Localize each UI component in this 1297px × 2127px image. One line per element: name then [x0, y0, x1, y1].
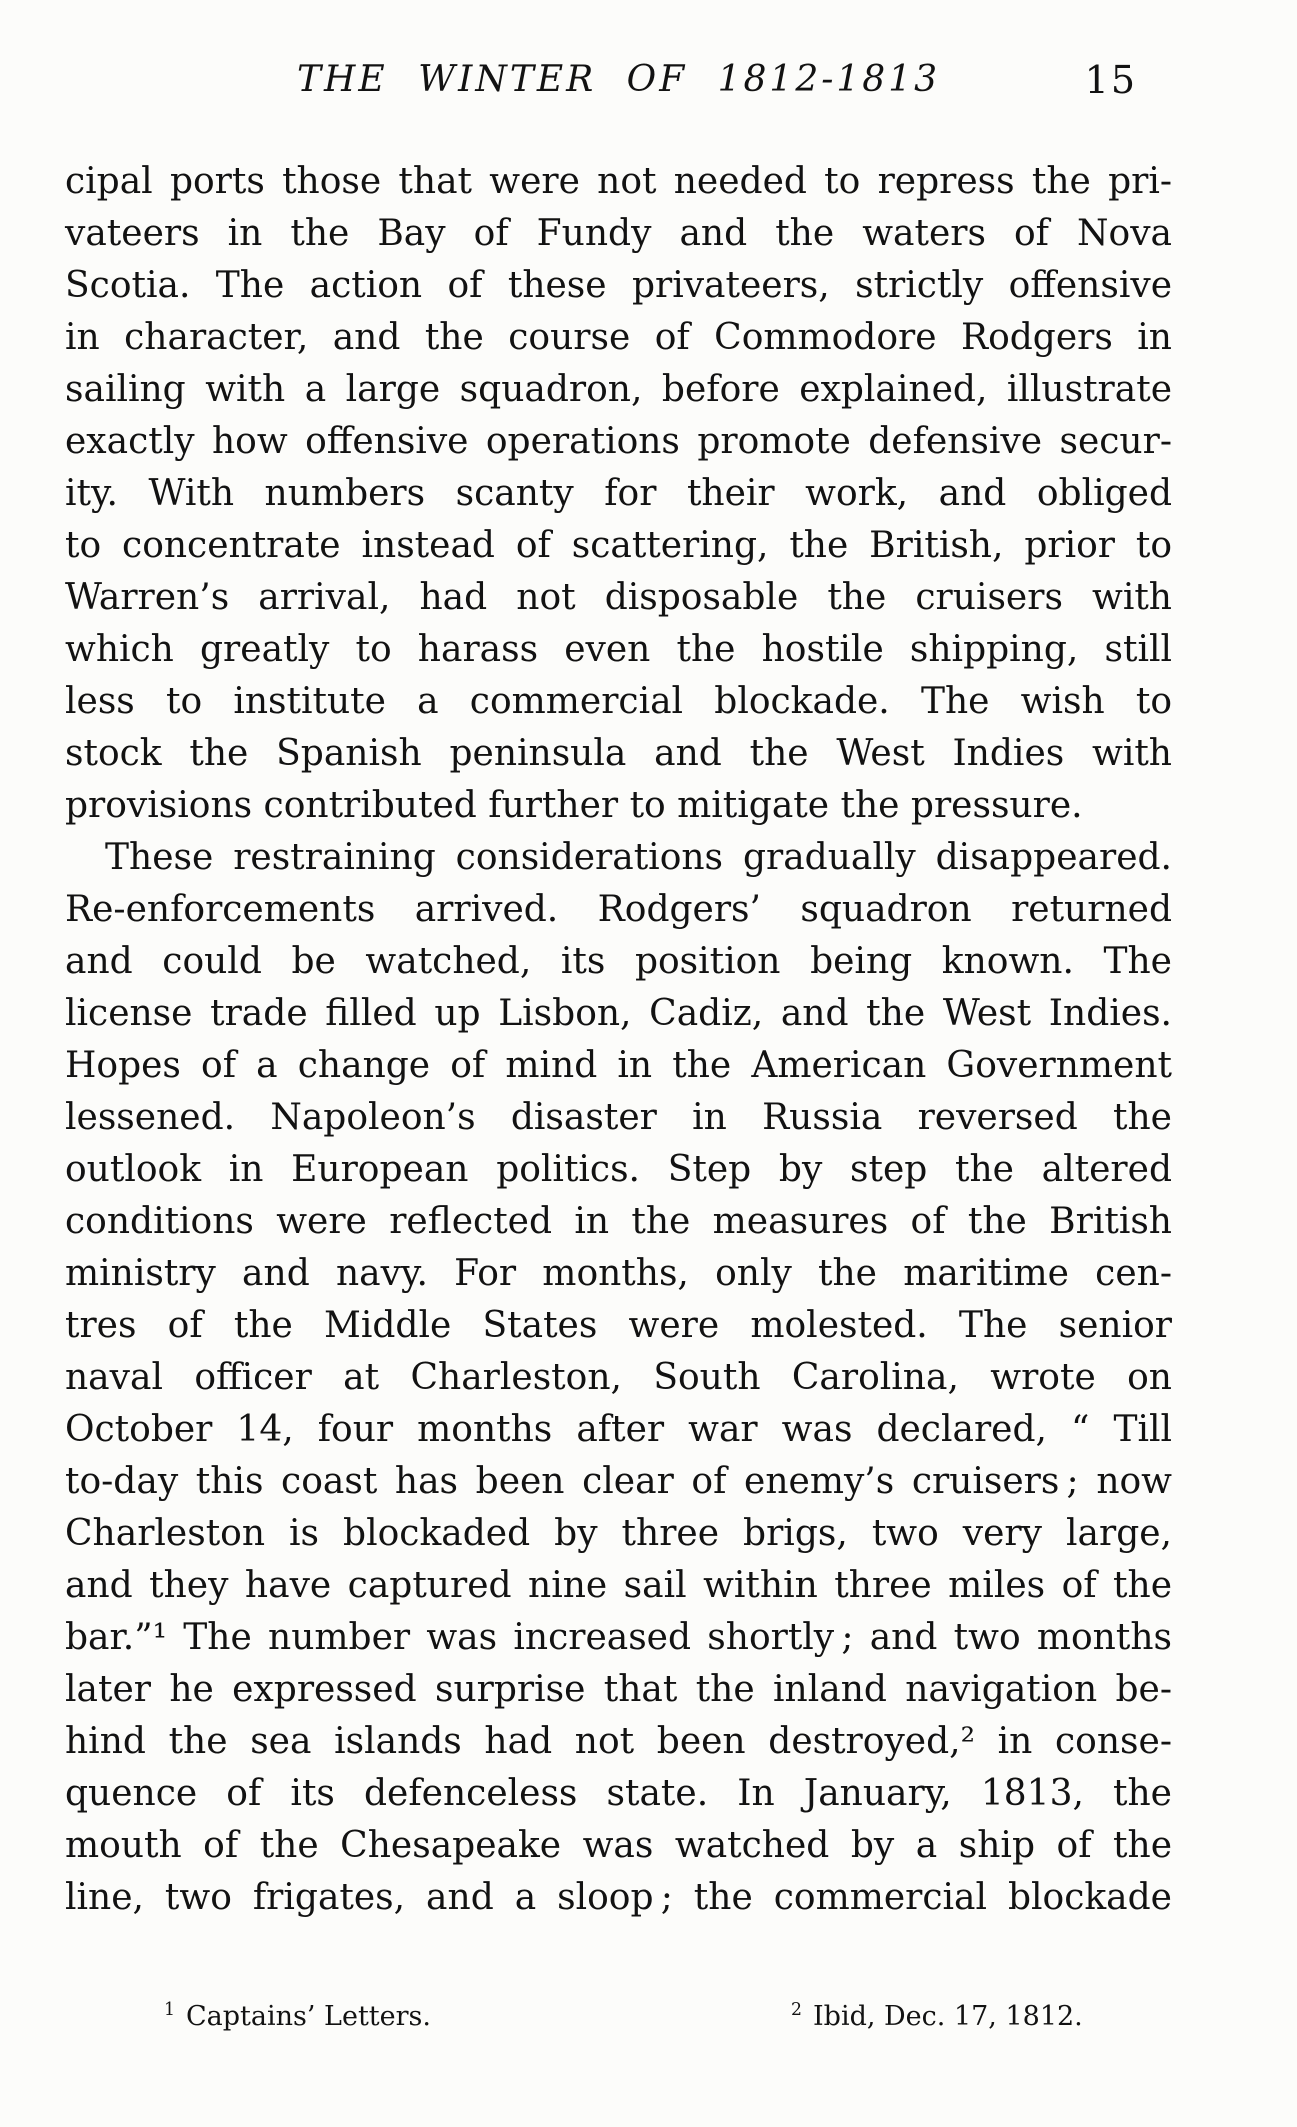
footnote-1-text: Captains’ Letters.: [186, 2001, 431, 2032]
footnote-2-marker: 2: [791, 2000, 802, 2020]
text-line: exactly how offensive operations promote defensive secur-: [65, 421, 1172, 462]
text-line: tres of the Middle States were molested. The senior: [65, 1305, 1172, 1346]
footnote-1-marker: 1: [164, 2000, 175, 2020]
text-line: later he expressed surprise that the inland navigation be-: [65, 1669, 1172, 1710]
text-line: sailing with a large squadron, before explained, illustrate: [65, 369, 1172, 410]
text-line: conditions were reflected in the measures of the British: [65, 1201, 1172, 1242]
text-line: Hopes of a change of mind in the American Government: [65, 1045, 1172, 1086]
text-line: and could be watched, its position being known. The: [65, 941, 1172, 982]
footnote-2: [791, 2000, 1083, 2034]
text-line: These restraining considerations gradually disappeared.: [105, 837, 1172, 878]
text-line: Re-enforcements arrived. Rodgers’ squadron returned: [65, 889, 1172, 930]
text-line: less to institute a commercial blockade. The wish to: [65, 681, 1172, 722]
text-line: ity. With numbers scanty for their work, and obliged: [65, 473, 1172, 514]
text-line: to-day this coast has been clear of enemy’s cruisers ; now: [65, 1461, 1172, 1502]
text-line: vateers in the Bay of Fundy and the waters of Nova: [65, 213, 1172, 254]
text-line: lessened. Napoleon’s disaster in Russia reversed the: [65, 1097, 1172, 1138]
text-line: Charleston is blockaded by three brigs, two very large,: [65, 1513, 1172, 1554]
text-line: quence of its defenceless state. In January, 1813, the: [65, 1773, 1172, 1814]
text-line: mouth of the Chesapeake was watched by a ship of the: [65, 1825, 1172, 1866]
text-line: which greatly to harass even the hostile shipping, still: [65, 629, 1172, 670]
text-line: line, two frigates, and a sloop ; the commercial blockade: [65, 1877, 1172, 1918]
text-line: naval officer at Charleston, South Carolina, wrote on: [65, 1357, 1172, 1398]
running-title: THE WINTER OF 1812-1813: [296, 59, 941, 100]
text-line: in character, and the course of Commodore Rodgers in: [65, 317, 1172, 358]
text-line: license trade filled up Lisbon, Cadiz, and the West Indies.: [65, 993, 1172, 1034]
text-line: hind the sea islands had not been destroyed,² in conse-: [65, 1721, 1172, 1762]
footnote-2-text: Ibid, Dec. 17, 1812.: [813, 2001, 1083, 2032]
text-line: bar.”¹ The number was increased shortly ; and two months: [65, 1617, 1172, 1658]
text-line: October 14, four months after war was declared, “ Till: [65, 1409, 1172, 1450]
text-line: provisions contributed further to mitigate the pressure.: [65, 785, 1083, 826]
text-line: and they have captured nine sail within three miles of the: [65, 1565, 1172, 1606]
page-number: 15: [1084, 58, 1137, 102]
text-line: stock the Spanish peninsula and the West Indies with: [65, 733, 1172, 774]
body-text: [65, 156, 1172, 1924]
text-line: ministry and navy. For months, only the maritime cen-: [65, 1253, 1172, 1294]
text-line: Warren’s arrival, had not disposable the cruisers with: [65, 577, 1172, 618]
text-line: outlook in European politics. Step by step the altered: [65, 1149, 1172, 1190]
footnote-1: [164, 2000, 431, 2034]
text-line: cipal ports those that were not needed to repress the pri-: [65, 161, 1172, 202]
text-line: to concentrate instead of scattering, the British, prior to: [65, 525, 1172, 566]
page-header: [65, 54, 1172, 106]
text-line: Scotia. The action of these privateers, strictly offensive: [65, 265, 1172, 306]
